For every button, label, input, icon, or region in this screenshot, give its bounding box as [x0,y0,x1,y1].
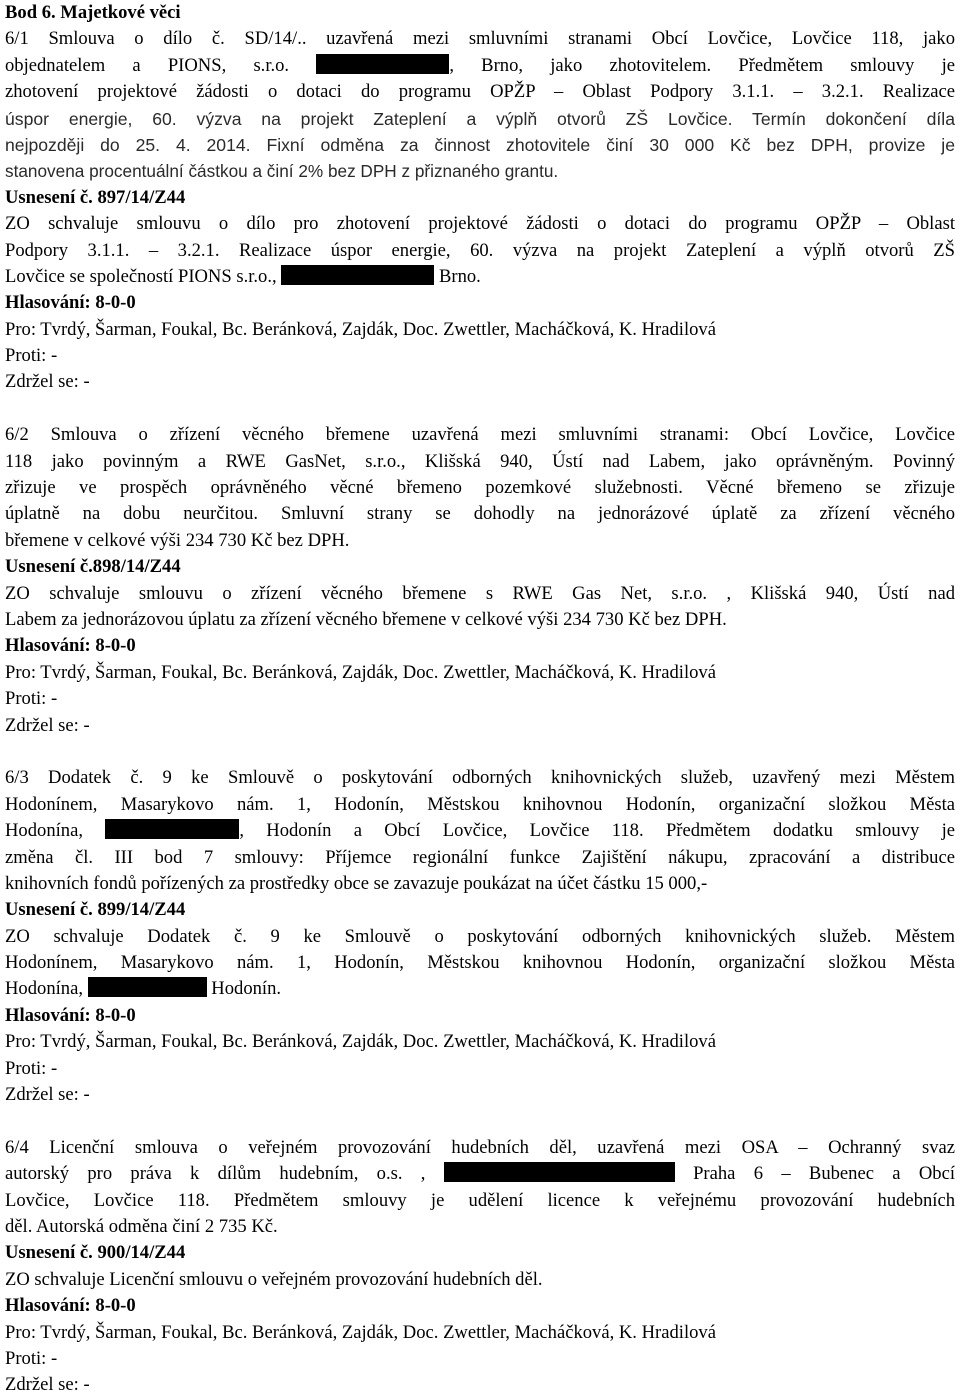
paragraph-line: nejpozději do 25. 4. 2014. Fixní odměna za činnost zhotovitele činí 30 000 Kč bez DPH, provize je [5,134,955,155]
paragraph-line: Hodonínem, Masarykovo nám. 1, Hodonín, Městskou knihovnou Hodonín, organizační složkou Města [5,793,955,815]
decision-line: Hodonínem, Masarykovo nám. 1, Hodonín, Městskou knihovnou Hodonín, organizační složkou Města [5,952,955,974]
decision-line: ZO schvaluje smlouvu o zřízení věcného břemene s RWE Gas Net, s.r.o. , Klišská 940, Ústí nad [5,582,955,604]
vote-proti: Proti: - [5,1057,58,1079]
paragraph-line: 6/3 Dodatek č. 9 ke Smlouvě o poskytování odborných knihovnických služeb, uzavřený mezi Městem [5,767,955,789]
vote-result: Hlasování: 8-0-0 [5,1004,136,1026]
item-6-3 [5,765,955,1108]
vote-pro: Pro: Tvrdý, Šarman, Foukal, Bc. Beránková, Zajdák, Doc. Zwettler, Macháčková, K. Hradilová [5,661,716,683]
paragraph-line: zhotovení projektové žádosti o dotaci do programu OPŽP – Oblast Podpory 3.1.1. – 3.2.1. Realizace [5,81,955,103]
paragraph-line: úspor energie, 60. výzva na projekt Zateplení a výplň otvorů ZŠ Lovčice. Termín dokončení díla [5,108,955,129]
vote-zdrzel: Zdržel se: - [5,1374,90,1396]
section-title: Bod 6. Majetkové věci [5,2,181,23]
decision-line: Podpory 3.1.1. – 3.2.1. Realizace úspor energie, 60. výzva na projekt Zateplení a výplň otvorů ZŠ [5,239,955,261]
paragraph-line: Hodonína, , Hodonín a Obcí Lovčice, Lovčice 118. Předmětem dodatku smlouvy je [5,820,955,842]
decision-line: ZO schvaluje Licenční smlouvu o veřejném provozování hudebních děl. [5,1268,543,1290]
decision-line: ZO schvaluje Dodatek č. 9 ke Smlouvě o poskytování odborných knihovnických služeb. Městem [5,925,955,947]
redaction-block [105,819,239,839]
paragraph-line: 6/2 Smlouva o zřízení věcného břemene uzavřená mezi smluvními stranami: Obcí Lovčice, Lovčice [5,424,955,446]
vote-result: Hlasování: 8-0-0 [5,635,136,657]
redaction-block [88,977,207,997]
vote-zdrzel: Zdržel se: - [5,1084,90,1106]
redaction-block [281,265,434,285]
paragraph-line: změna čl. III bod 7 smlouvy: Příjemce regionální funkce Zajištění nákupu, zpracování a distribuce [5,846,955,868]
paragraph-line: 6/1 Smlouva o dílo č. SD/14/.. uzavřená mezi smluvními stranami Obcí Lovčice, Lovčice 118, jako [5,28,955,50]
vote-proti: Proti: - [5,345,58,367]
decision-line: ZO schvaluje smlouvu o dílo pro zhotovení projektové žádosti o dotaci do programu OPŽP – Oblast [5,213,955,235]
paragraph-line: zřizuje ve prospěch oprávněného věcné břemeno pozemkové služebnosti. Věcné břemeno se zřizuje [5,477,955,499]
spacer [5,396,955,422]
resolution-number: Usnesení č.898/14/Z44 [5,556,181,578]
vote-zdrzel: Zdržel se: - [5,714,90,736]
paragraph-line: úplatně na dobu neurčitou. Smluvní strany se dohodly na jednorázové úplatě za zřízení věcného [5,503,955,525]
vote-pro: Pro: Tvrdý, Šarman, Foukal, Bc. Beránková, Zajdák, Doc. Zwettler, Macháčková, K. Hradilová [5,1031,716,1053]
vote-pro: Pro: Tvrdý, Šarman, Foukal, Bc. Beránková, Zajdák, Doc. Zwettler, Macháčková, K. Hradilová [5,318,716,340]
paragraph-line: děl. Autorská odměna činí 2 735 Kč. [5,1215,278,1237]
resolution-number: Usnesení č. 900/14/Z44 [5,1242,186,1264]
vote-result: Hlasování: 8-0-0 [5,1295,136,1317]
resolution-number: Usnesení č. 897/14/Z44 [5,186,186,208]
paragraph-line: objednatelem a PIONS, s.r.o. , Brno, jako zhotovitelem. Předmětem smlouvy je [5,54,955,76]
decision-line: Labem za jednorázovou úplatu za zřízení věcného břemene v celkové výši 234 730 Kč bez DPH. [5,608,727,630]
vote-zdrzel: Zdržel se: - [5,371,90,393]
vote-proti: Proti: - [5,688,58,710]
resolution-number: Usnesení č. 899/14/Z44 [5,899,186,921]
paragraph-line: autorský pro práva k dílům hudebním, o.s. , Praha 6 – Bubenec a Obcí [5,1163,955,1185]
spacer [5,1108,955,1134]
decision-line: Lovčice se společností PIONS s.r.o., Brno. [5,265,481,287]
decision-line: Hodonína, Hodonín. [5,978,282,1000]
paragraph-line: 6/4 Licenční smlouva o veřejném provozování hudebních děl, uzavřená mezi OSA – Ochranný svaz [5,1136,955,1158]
redaction-block [316,54,449,74]
redaction-block [444,1162,675,1182]
vote-result: Hlasování: 8-0-0 [5,292,136,314]
paragraph-line: břemene v celkové výši 234 730 Kč bez DPH. [5,529,350,551]
item-6-2 [5,422,955,739]
item-6-1 [5,26,955,395]
spacer [5,739,955,765]
document-page [5,0,955,1399]
item-6-4 [5,1135,955,1399]
vote-pro: Pro: Tvrdý, Šarman, Foukal, Bc. Beránková, Zajdák, Doc. Zwettler, Macháčková, K. Hradilová [5,1321,716,1343]
paragraph-line: Lovčice, Lovčice 118. Předmětem smlouvy je udělení licence k veřejnému provozování hudebních [5,1189,955,1211]
paragraph-line: stanovena procentuální částkou a činí 2% bez DPH z přiznaného grantu. [5,161,559,182]
paragraph-line: knihovních fondů pořízených za prostředky obce se zavazuje poukázat na účet částku 15 000,- [5,872,708,894]
vote-proti: Proti: - [5,1347,58,1369]
paragraph-line: 118 jako povinným a RWE GasNet, s.r.o., Klišská 940, Ústí nad Labem, jako oprávněným. Povinný [5,450,955,472]
